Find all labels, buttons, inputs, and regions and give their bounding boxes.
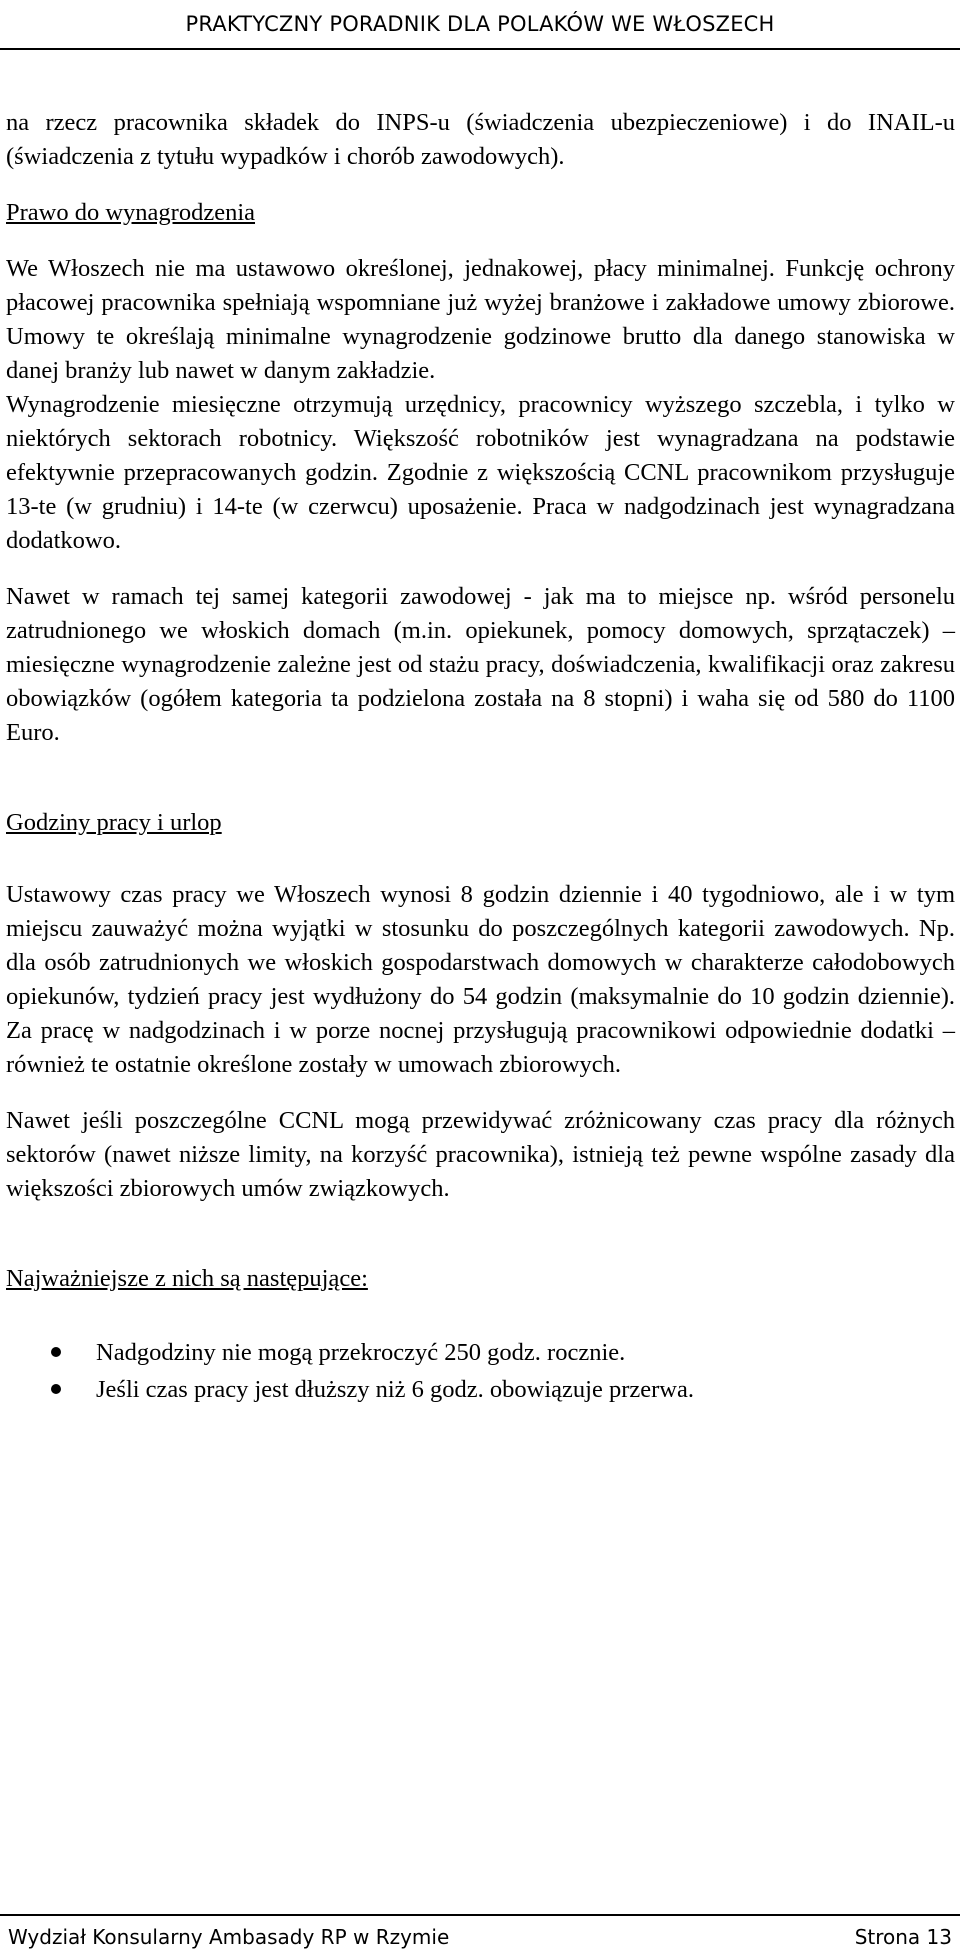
list-item-text: Nadgodziny nie mogą przekroczyć 250 godz. rocznie.: [96, 1339, 626, 1366]
paragraph-hours-2: Nawet jeśli poszczególne CCNL mogą przewidywać zróżnicowany czas pracy dla różnych sektorów (nawet niższe limity, na korzyść pracownika), istnieją też pewne wspólne zasady dla większości zbiorowych umów związkowych.: [6, 1107, 955, 1202]
list-item: [6, 1334, 955, 1371]
footer-issuer: Wydział Konsularny Ambasady RP w Rzymie: [8, 1924, 450, 1949]
page-footer: [0, 1914, 960, 1957]
heading-rules: Najważniejsze z nich są następujące:: [6, 1265, 368, 1292]
list-item: [6, 1371, 955, 1408]
heading-wages: Prawo do wynagrodzenia: [6, 199, 256, 226]
paragraph-hours-1: Ustawowy czas pracy we Włoszech wynosi 8 godzin dziennie i 40 tygodniowo, ale i w tym miejscu zauważyć można wyjątki w stosunku do poszczególnych kategorii zawodowych. Np. dla osób zatrudnionych we włoskich gospodarstwach domowych w charakterze całodobowych opiekunów, tydzień pracy jest wydłużony do 54 godzin (maksymalnie do 10 godzin dziennie). Za pracę w nadgodzinach i w porze nocnej przysługują pracownikowi odpowiednie dodatki – również te ostatnie określone zostały w umowach zbiorowych.: [6, 881, 955, 1078]
rules-list: [6, 1334, 955, 1408]
bullet-icon: [51, 1347, 61, 1357]
bullet-icon: [51, 1384, 61, 1394]
paragraph-intro: na rzecz pracownika składek do INPS-u (świadczenia ubezpieczeniowe) i do INAIL-u (świadczenia z tytułu wypadków i chorób zawodowych).: [6, 109, 955, 170]
paragraph-wages-2: Wynagrodzenie miesięczne otrzymują urzędnicy, pracownicy wyższego szczebla, i tylko w niektórych sektorach robotnicy. Większość robotników jest wynagradzana na podstawie efektywnie przepracowanych godzin. Zgodnie z większością CCNL pracownikom przysługuje 13-te (w grudniu) i 14-te (w czerwcu) uposażenie. Praca w nadgodzinach jest wynagradzana dodatkowo.: [6, 391, 955, 554]
list-item-text: Jeśli czas pracy jest dłuższy niż 6 godz. obowiązuje przerwa.: [96, 1376, 694, 1403]
paragraph-wages-3: Nawet w ramach tej samej kategorii zawodowej - jak ma to miejsce np. wśród personelu zatrudnionego we włoskich domach (m.in. opiekunek, pomocy domowych, sprzątaczek) – miesięczne wynagrodzenie zależne jest od stażu pracy, doświadczenia, kwalifikacji oraz zakresu obowiązków (ogółem kategoria ta podzielona została na 8 stopni) i waha się od 580 do 1100 Euro.: [6, 583, 955, 746]
heading-hours: Godziny pracy i urlop: [6, 809, 222, 836]
page-number: Strona 13: [854, 1924, 952, 1949]
page-content: [6, 0, 955, 1408]
header-title: PRAKTYCZNY PORADNIK DLA POLAKÓW WE WŁOSZECH: [185, 12, 775, 36]
paragraph-wages-1: We Włoszech nie ma ustawowo określonej, jednakowej, płacy minimalnej. Funkcję ochrony płacowej pracownika spełniają wspomniane już wyżej branżowe i zakładowe umowy zbiorowe. Umowy te określają minimalne wynagrodzenie godzinowe brutto dla danego stanowiska w danej branży lub nawet w danym zakładzie.: [6, 255, 955, 384]
